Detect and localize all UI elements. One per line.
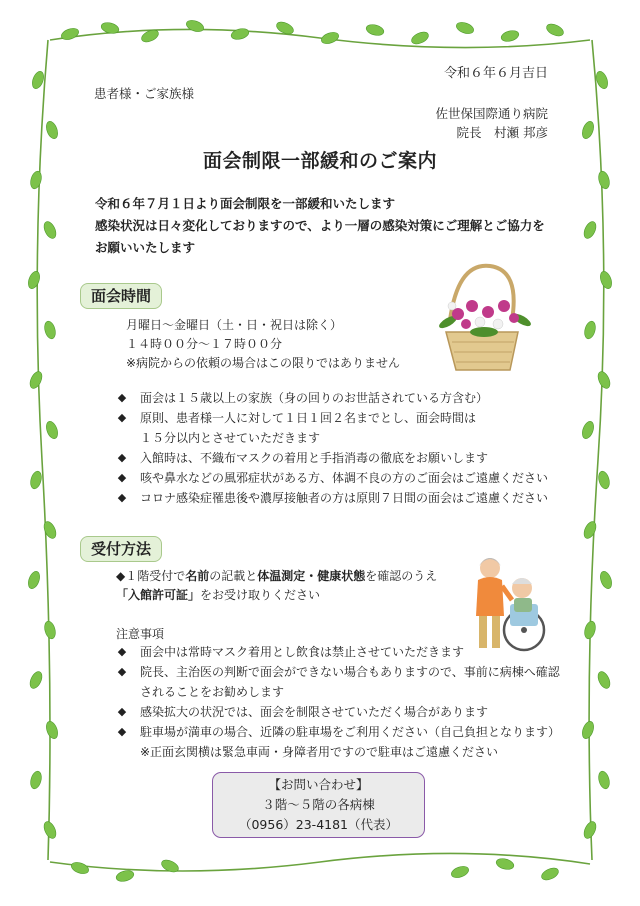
rule-item-continued: １５分以内とさせていただきます [140,431,321,445]
intro-line-1: 令和６年７月１日より面会制限を一部緩和いたします [95,196,396,211]
section-heading-reception: 受付方法 [80,536,162,562]
diamond-bullet-icon: ◆ [117,491,127,504]
reception-instruction-line-1: ◆１階受付で名前の記載と体温測定・健康状態を確認のうえ [116,569,438,583]
director-name: 院長 村瀬 邦彦 [456,125,548,140]
intro-line-3: お願いいたします [95,240,196,255]
diamond-bullet-icon: ◆ [117,471,127,484]
rule-item: コロナ感染症罹患後や濃厚接触者の方は原則７日間の面会はご遠慮ください [140,491,549,505]
visiting-days: 月曜日～金曜日（土・日・祝日は除く） [126,318,343,332]
reception-instruction-line-2: 「入館許可証」をお受け取りください [116,588,321,602]
rule-item: 面会は１５歳以上の家族（身の回りのお世話されている方含む） [140,391,489,405]
visiting-time: １４時００分～１７時００分 [126,337,283,351]
hospital-name: 佐世保国際通り病院 [435,106,548,121]
visiting-note: ※病院からの依頼の場合はこの限りではありません [126,356,401,370]
note-item: 駐車場が満車の場合、近隣の駐車場をご利用ください（自己負担となります） [140,725,561,739]
note-item: 院長、主治医の判断で面会ができない場合もありますので、事前に病棟へ確認 [140,665,560,679]
section-heading-visiting-hours: 面会時間 [80,283,162,309]
diamond-bullet-icon: ◆ [117,665,127,678]
note-item-continued: ※正面玄関横は緊急車両・身障者用ですので駐車はご遠慮ください [140,745,499,759]
addressee: 患者様・ご家族様 [94,86,195,101]
contact-box [212,772,425,838]
contact-location: ３階～５階の各病棟 [262,797,375,812]
rule-item: 入館時は、不織布マスクの着用と手指消毒の徹底をお願いします [140,451,489,465]
diamond-bullet-icon: ◆ [117,391,127,404]
notes-heading: 注意事項 [116,627,165,641]
note-item-continued: されることをお勧めします [140,685,285,699]
diamond-bullet-icon: ◆ [117,645,127,658]
contact-phone[interactable]: （0956）23-4181（代表） [238,817,399,832]
contact-heading: 【お問い合わせ】 [268,777,369,792]
issue-date: 令和６年６月吉日 [443,66,548,81]
note-item: 面会中は常時マスク着用とし飲食は禁止させていただきます [140,645,465,659]
intro-line-2: 感染状況は日々変化しておりますので、より一層の感染対策にご理解とご協力を [95,218,545,233]
diamond-bullet-icon: ◆ [117,725,127,738]
note-item: 感染拡大の状況では、面会を制限させていただく場合があります [140,705,489,719]
diamond-bullet-icon: ◆ [117,705,127,718]
diamond-bullet-icon: ◆ [117,451,127,464]
diamond-bullet-icon: ◆ [117,411,127,424]
rule-item: 咳や鼻水などの風邪症状がある方、体調不良の方のご面会はご遠慮ください [140,471,549,485]
page-title: 面会制限一部緩和のご案内 [202,150,437,172]
flower-basket-icon [428,262,536,376]
rule-item: 原則、患者様一人に対して１日１回２名までとし、面会時間は [140,411,477,425]
elderly-couple-icon [466,552,550,656]
